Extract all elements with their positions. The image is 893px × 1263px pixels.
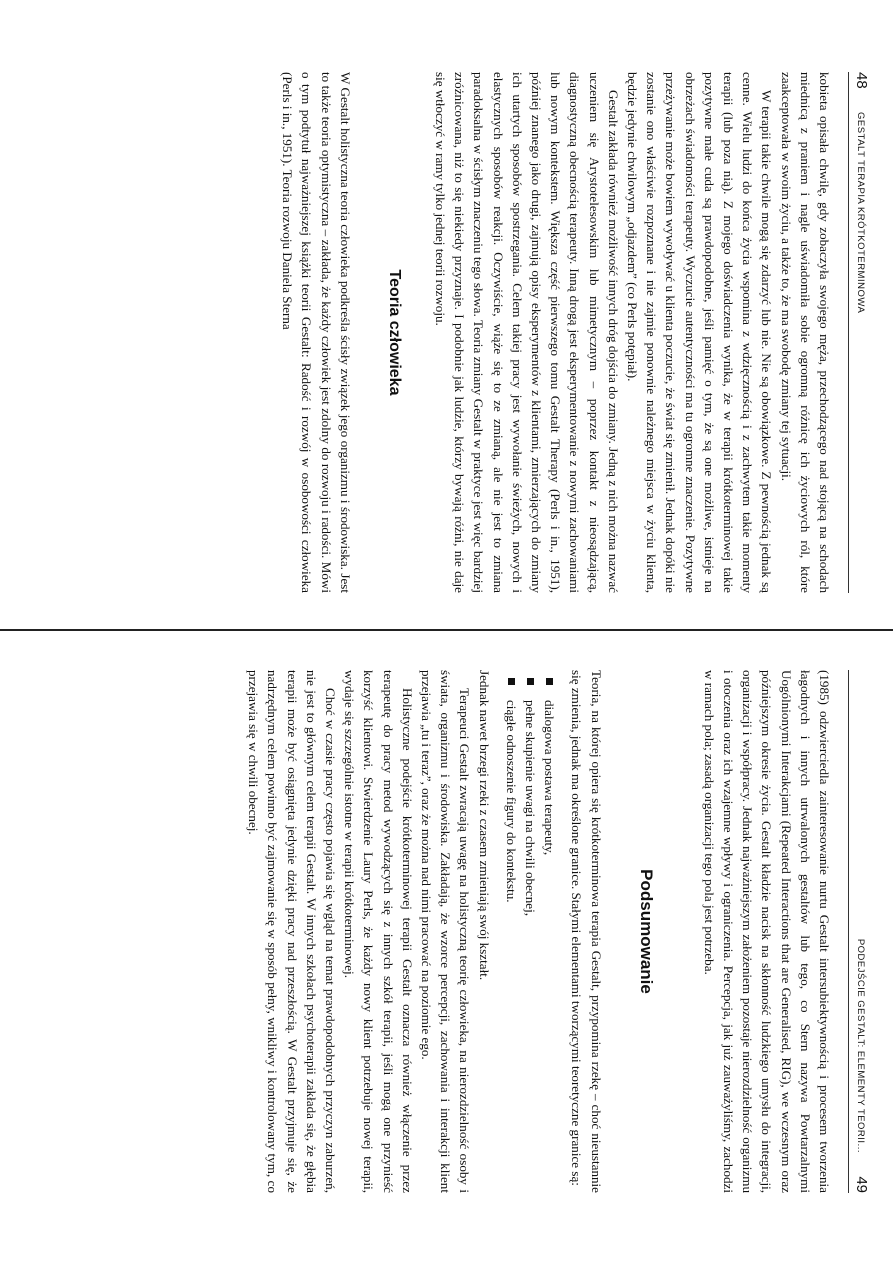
paragraph: W Gestalt holistyczna teoria człowieka podkreśla ścisły związek jego organizmu i środowiska. Jest to także teoria optymistyczna – zakłada, że każdy człowiek jest zdolny do rozwoju i radości. Mówi o tym podtytuł najważniejszej książki teorii Gestalt: Radość i rozwój w osobowości człowieka (Perls i in., 1951). Teoria rozwoju Daniela Sterna [280, 72, 353, 593]
right-running-title: PODEJŚCIE GESTALT: ELEMENTY TEORII... [855, 938, 866, 1153]
left-page-number: 48 [853, 72, 870, 89]
left-page [0, 0, 893, 629]
paragraph: Holistyczne podejście krótkoterminowej terapii Gestalt oznacza również włączenie przez terapeutę do pracy metod wywodzących się z innych szkół terapii, jeśli mogą one przynieść korzyść klientowi. Stwierdzenie Laury Perls, że każdy nowy klient potrzebuje nowej terapii, wydaje się szczególnie istotne w terapii krótkoterminowej. [342, 670, 415, 1193]
section-heading: Teoria człowieka [385, 269, 403, 396]
list-item: dialogowa postawa terapeuty, [540, 670, 559, 1193]
list-item: ciągłe odnoszenie figury do kontekstu. [502, 670, 521, 1193]
list-item: pełne skupienie uwagi na chwili obecnej, [521, 670, 540, 1193]
paragraph: Teoria, na której opiera się krótkoterminowa terapia Gestalt, przypomina rzekę – choć nieustannie się zmienia, jednak ma określone granice. Stałymi elementami tworzącymi teoretyczne granice są: [569, 670, 604, 1193]
paragraph: (1985) odzwierciedla zainteresowanie nurtu Gestalt intersubiektywnością i procesem tworzenia łagodnych i innych utrwalonych gestaltów lub tego, co Stern nazywa Powtarzalnymi Uogólnionymi Interakcjami (Repeated Interactions that are Generalised, RIG), we wczesnym oraz późniejszym okresie życia. Gestalt kładzie nacisk na skłonność ludzkiego umysłu do integracji, organizacji i współpracy. Jednak najważniejszym założeniem pozostaje nierozdzielność organizmu i otoczenia oraz ich wzajemne wpływy i ograniczenia. Percepcja, jak już zauważyliśmy, zachodzi w ramach pola; zasadą organizacji tego pola jest potrzeba. [701, 670, 832, 1193]
right-page [0, 634, 893, 1263]
left-page-header [848, 72, 871, 593]
section-heading: Podsumowanie [636, 869, 656, 994]
bullet-list [502, 670, 560, 1193]
paragraph: W terapii takie chwile mogą się zdarzyć lub nie. Nie są obowiązkowe. Z pewnością jednak są cenne. Wielu ludzi do końca życia wspomina z wdzięcznością i z zachwytem takie momenty terapii (lub poza nią). Z mojego doświadczenia wynika, że w terapii krótkoterminowej takie pozytywne małe cuda są prawdopodobne, jeśli pamięć o tym, że są one możliwe, istnieje na obrzeżach świadomości terapeuty. Wyczucie autentyczności ma tu ogromne znaczenie. Pozytywne przeżywanie może bowiem wywoływać u klienta poczucie, że świat się zmienił. Jednak dopóki nie zostanie ono właściwie rozpoznane i nie zajmie ponownie należnego miejsca w życiu klienta, będzie jedynie chwilowym „odjazdem” (co Perls potępiał). [624, 72, 775, 593]
paragraph: Jednak nawet brzegi rzeki z czasem zmieniają swój kształt. [476, 670, 492, 981]
paragraph: Gestalt zakłada również możliwość innych dróg dojścia do zmiany. Jedną z nich można nazwać uczeniem się Arystotelesowskim lub mimetycznym – poprzez kontakt z nieosądzającą, diagnostyczną obecnością terapeuty. Inną drogą jest eksperymentowanie z nowymi zachowaniami lub nowym kontekstem. Większa część pierwszego tomu Gestalt Therapy (Perls i in., 1951), później znanego jako drugi, zajmują opisy eksperymentów z klientami, zmierzających do zmiany ich utartych sposobów spostrzegania. Celem takiej pracy jest wywołanie świeżych, nowych i elastycznych sposobów reakcji. Oczywiście, wiąże się to ze zmianą, ale nie jest to zmiana paradoksalna w ścisłym znaczeniu tego słowa. Teoria zmiany Gestalt w praktyce jest więc bardziej zróżnicowana, niż to się niekiedy przyznaje. I podobnie jak ludzie, którzy bywają różni, nie daje się wtłoczyć w ramy tylko jednej teorii rozwoju. [432, 72, 621, 593]
paragraph: Choć w czasie pracy często pojawia się wgląd na temat prawdopodobnych przyczyn zaburzeń, nie jest to głównym celem terapii Gestalt. W innych szkołach psychoterapii zakłada się, że głębia terapii może być osiągnięta jedynie dzięki pracy nad przeszłością. W Gestalt przyjmuje się, że nadrzędnym celem powinno być zajmowanie się w sposób pełny, wnikliwy i kontrolowany tym, co przejawia się w chwili obecnej. [246, 670, 338, 1193]
right-page-header [848, 670, 871, 1193]
paragraph: kobieta opisała chwilę, gdy zobaczyła swojego męża, przechodzącego nad stojącą na schodach miednicą z praniem i nagle uświadomiła sobie ogromną różnicę ich życiowych ról, które zaakceptowała w swoim życiu, a także to, że ma swobodę zmiany tej sytuacji. [778, 72, 832, 593]
left-running-title: GESTALT TERAPIA KRÓTKOTERMINOWA [855, 112, 866, 314]
paragraph: Terapeuci Gestalt zwracają uwagę na holistyczną teorię człowieka, na nierozdzielność osoby i świata, organizmu i środowiska. Zakładają, że wzorce percepcji, zachowania i interakcji klient przejawia „tu i teraz”, oraz że można nad nimi pracować na poziomie ego. [418, 670, 473, 1193]
right-page-number: 49 [853, 1176, 870, 1193]
page-gutter [0, 629, 893, 631]
